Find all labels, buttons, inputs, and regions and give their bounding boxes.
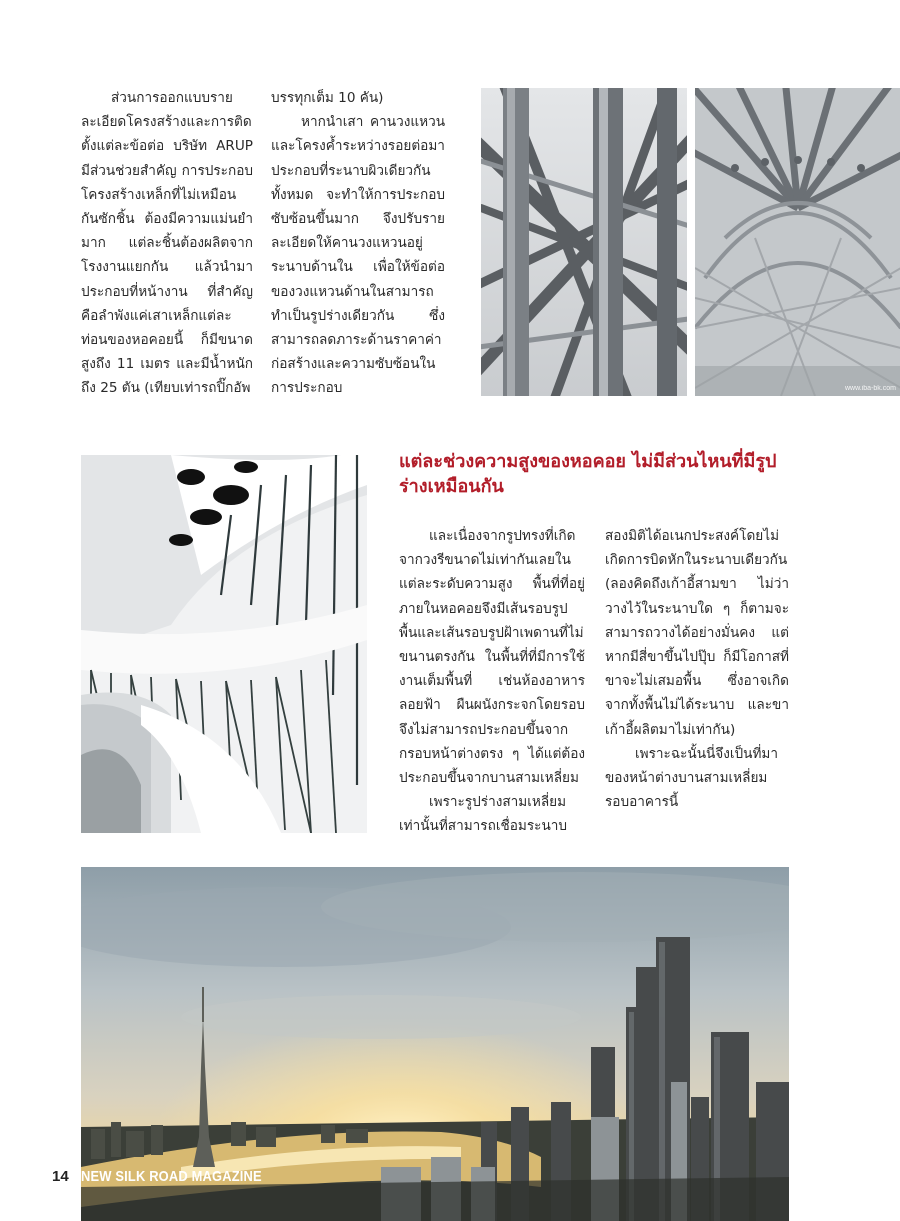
article-column-1 [81, 86, 253, 401]
paragraph: สองมิติได้อเนกประสงค์โดยไม่เกิดการบิดหักในระนาบเดียวกัน (ลองคิดถึงเก้าอี้สามขา ไม่ว่าวางไว้ในระนาบใด ๆ ก็ตามจะสามารถวางได้อย่างมั่นคง แต่หากมีสี่ขาขึ้นไปปุ๊บ ก็มีโอกาสที่ขาจะไม่เสมอพื้น ซึ่งอาจเกิดจากทั้งพื้นไม่ได้ระนาบ และขาเก้าอี้ผลิตมาไม่เท่ากัน) [605, 528, 789, 738]
page-number: 14 [52, 1168, 69, 1185]
paragraph: เพราะรูปร่างสามเหลี่ยมเท่านั้นที่สามารถเชื่อมระนาบ [399, 794, 567, 835]
photo-watermark: www.iba-bk.com [845, 385, 896, 392]
paragraph: บรรทุกเต็ม 10 คัน) [271, 90, 384, 106]
article-column-2 [271, 86, 445, 401]
article-column-3 [399, 524, 585, 839]
section-headline: แต่ละช่วงความสูงของหอคอย ไม่มีส่วนไหนที่มีรูปร่างเหมือนกัน [399, 451, 777, 497]
photo-curved-glass-interior [81, 455, 367, 833]
paragraph: หากนำเสา คานวงแหวน และโครงค้ำระหว่างรอยต่อมาประกอบที่ระนาบผิวเดียวกันทั้งหมด จะทำให้การประกอบซับซ้อนขึ้นมาก จึงปรับรายละเอียดให้คานวงแหวนอยู่ระนาบด้านใน เพื่อให้ข้อต่อของวงแหวนด้านในสามารถทำเป็นรูปร่างเดียวกัน ซึ่งสามารถลดภาระด้านราคาค่าก่อสร้างและความซับซ้อนในการประกอบ [271, 114, 445, 397]
photo-steel-lattice [481, 88, 687, 396]
magazine-name: NEW SILK ROAD MAGAZINE [81, 1168, 262, 1185]
paragraph: และเนื่องจากรูปทรงที่เกิดจากวงรีขนาดไม่เท่ากันเลยในแต่ละระดับความสูง พื้นที่ที่อยู่ภายในหอคอยจึงมีเส้นรอบรูปพื้นและเส้นรอบรูปฝ้าเพดานที่ไม่ขนานตรงกัน ในพื้นที่ที่มีการใช้งานเต็มพื้นที่ เช่นห้องอาหารลอยฟ้า ผืนผนังกระจกโดยรอบจึงไม่สามารถประกอบขึ้นจากกรอบหน้าต่างตรง ๆ ได้แต่ต้องประกอบขึ้นจากบานสามเหลี่ยม [399, 528, 585, 787]
paragraph: เพราะฉะนั้นนี่จึงเป็นที่มาของหน้าต่างบานสามเหลี่ยมรอบอาคารนี้ [605, 745, 779, 811]
article-column-4 [605, 524, 789, 814]
paragraph: ส่วนการออกแบบรายละเอียดโครงสร้างและการติดตั้งแต่ละข้อต่อ บริษัท ARUP มีส่วนช่วยสำคัญ การประกอบโครงสร้างเหล็กที่ไม่เหมือนกันซักชิ้น ต้องมีความแม่นยำมาก แต่ละชิ้นต้องผลิตจากโรงงานแยกกัน แล้วนำมาประกอบที่หน้างาน ที่สำคัญคือลำพังแค่เสาเหล็กแต่ละท่อนของหอคอยนี้ ก็มีขนาดสูงถึง 11 เมตร และมีน้ำหนักถึง 25 ตัน (เทียบเท่ารถปิ๊กอัพ [81, 90, 253, 397]
photo-tower-interior-up [695, 88, 900, 396]
